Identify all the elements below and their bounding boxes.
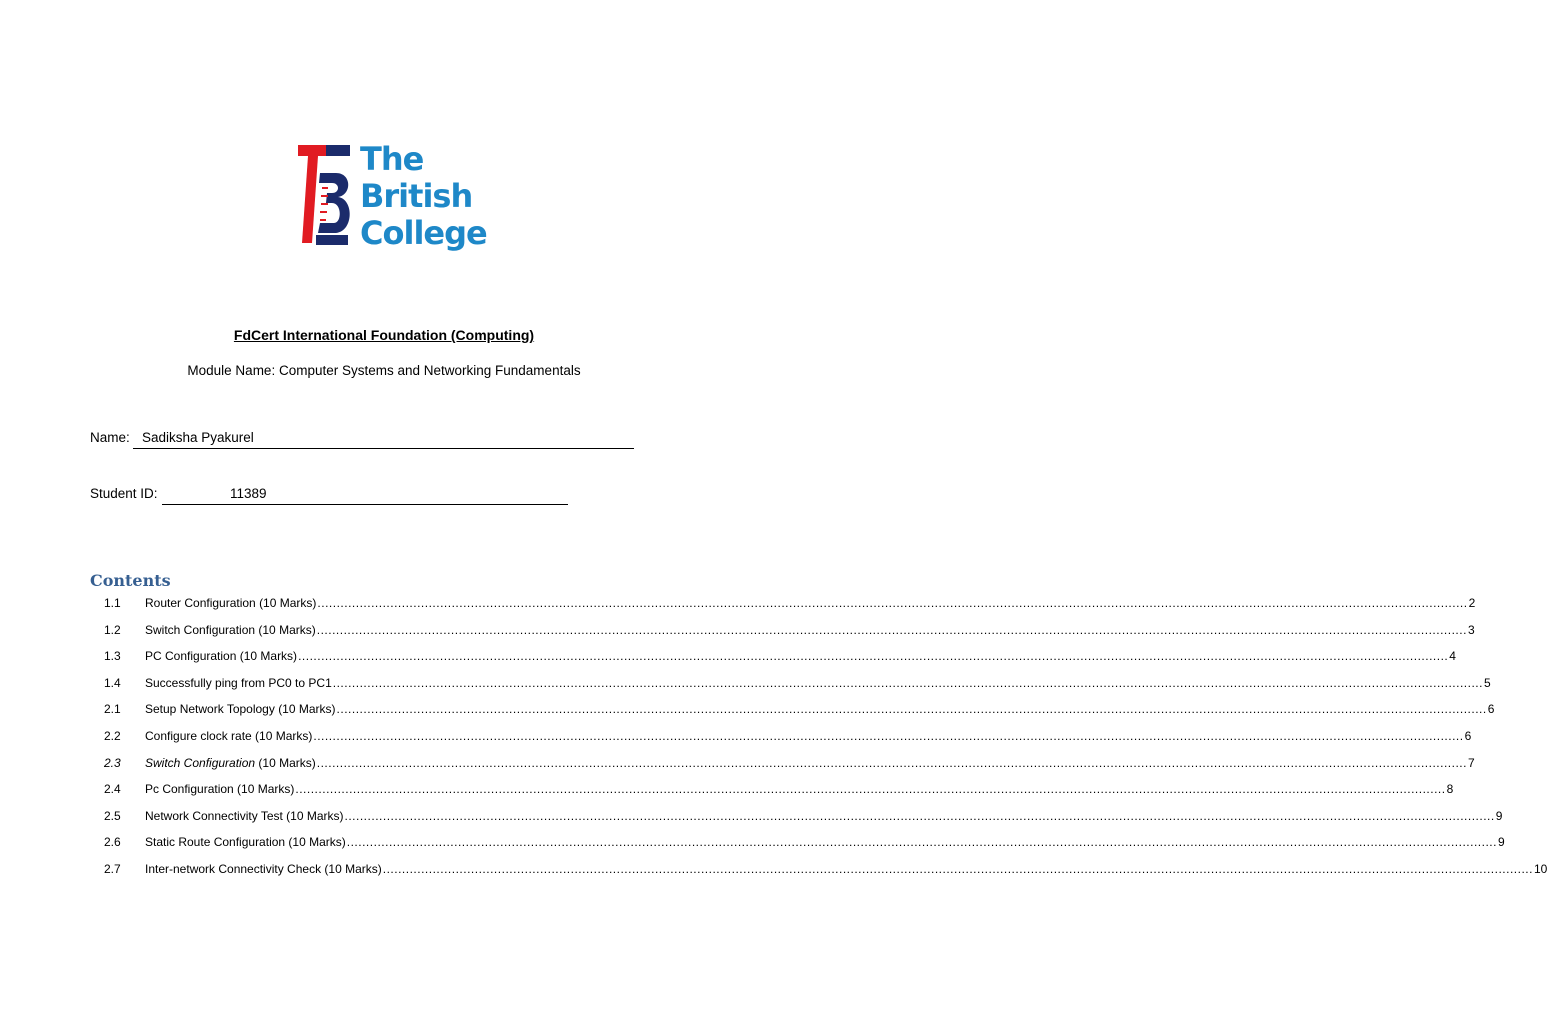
toc-leader-dots: ............................................................................................................................................................................................................................................................................................................	[382, 861, 1533, 876]
toc-entry-label	[145, 729, 312, 743]
toc-entry-number: 1.1	[104, 596, 121, 610]
logo-red-t-bar	[298, 145, 326, 156]
toc-entry-label-text: PC Configuration (10 Marks)	[145, 649, 298, 664]
toc-entry[interactable]	[104, 782, 1454, 809]
toc-entry-page: 8	[1446, 782, 1454, 797]
name-value: Sadiksha Pyakurel	[142, 430, 254, 445]
student-id-field	[90, 486, 267, 501]
toc-entry-page: 2	[1468, 596, 1476, 610]
toc-entry-label-text: Pc Configuration (10 Marks)	[145, 782, 295, 797]
toc-entry[interactable]	[104, 596, 1476, 623]
toc-entry-label	[145, 702, 336, 716]
toc-entry-label-text: Successfully ping from PC0 to PC1	[145, 675, 332, 690]
toc-entry-page: 9	[1495, 808, 1503, 823]
toc-entry-label	[145, 835, 346, 849]
toc-entry-label	[145, 623, 316, 637]
toc-entry-label	[145, 649, 297, 663]
toc-entry-page: 9	[1497, 835, 1505, 850]
toc-entry-label	[145, 809, 344, 823]
toc-entry-page: 7	[1467, 755, 1475, 770]
toc-entry[interactable]	[104, 728, 1472, 756]
student-id-value: 11389	[230, 486, 267, 501]
contents-heading: Contents	[90, 571, 171, 590]
toc-leader-dots: ............................................................................................................................................................................................................................................................................................................	[317, 596, 1468, 610]
toc-entry-label-text: Configure clock rate (10 Marks)	[145, 728, 313, 743]
logo-word-british: British	[360, 177, 473, 215]
toc-leader-dots: ............................................................................................................................................................................................................................................................................................................	[298, 649, 1449, 664]
logo-navy-base	[316, 235, 348, 245]
toc-entry[interactable]	[104, 755, 1475, 783]
document-title: FdCert International Foundation (Computing)	[233, 327, 535, 343]
toc-entry-number: 2.4	[104, 782, 121, 797]
logo-red-ticks	[320, 187, 328, 221]
toc-entry-label-text: Setup Network Topology (10 Marks)	[145, 702, 336, 717]
toc-entry[interactable]	[104, 702, 1495, 729]
toc-entry-number: 2.2	[104, 728, 121, 743]
toc-entry-page: 6	[1464, 728, 1472, 743]
toc-entry-label-text: Switch Configuration (10 Marks)	[145, 622, 316, 637]
toc-entry-label-text: Static Route Configuration (10 Marks)	[145, 835, 346, 850]
toc-entry-number: 2.6	[104, 835, 121, 850]
toc-entry[interactable]	[104, 808, 1503, 836]
toc-entry-label-text: Inter-network Connectivity Check (10 Marks)	[145, 861, 382, 876]
toc-entry-label	[145, 676, 332, 690]
toc-leader-dots: ............................................................................................................................................................................................................................................................................................................	[344, 808, 1495, 823]
toc-entry-page: 5	[1483, 675, 1491, 690]
toc-entry[interactable]	[104, 861, 1547, 889]
toc-entry-number: 2.5	[104, 808, 121, 823]
toc-leader-dots: ............................................................................................................................................................................................................................................................................................................	[332, 675, 1483, 690]
toc-leader-dots: ............................................................................................................................................................................................................................................................................................................	[346, 835, 1497, 850]
toc-entry-label-text: Network Connectivity Test (10 Marks)	[145, 808, 344, 823]
logo-wordmark	[360, 141, 487, 252]
toc-entry[interactable]	[104, 622, 1475, 650]
student-id-label: Student ID:	[90, 486, 158, 501]
toc-entry[interactable]	[104, 835, 1505, 862]
toc-entry-label	[145, 862, 382, 876]
logo-navy-t-bar	[326, 145, 350, 156]
toc-leader-dots: ............................................................................................................................................................................................................................................................................................................	[336, 702, 1487, 717]
toc-entry-label	[145, 782, 294, 796]
toc-entry-page: 6	[1487, 702, 1495, 717]
name-field	[90, 430, 254, 445]
toc-entry-label-suffix: (10 Marks)	[255, 755, 316, 770]
toc-entry-number: 1.4	[104, 675, 121, 690]
toc-entry-label	[145, 596, 316, 610]
toc-entry[interactable]	[104, 675, 1491, 703]
toc-entry-number: 2.3	[104, 755, 121, 770]
college-logo	[296, 140, 496, 253]
logo-word-the: The	[360, 140, 424, 178]
toc-leader-dots: ............................................................................................................................................................................................................................................................................................................	[316, 755, 1467, 770]
name-label: Name:	[90, 430, 130, 445]
toc-entry-page: 3	[1467, 622, 1475, 637]
toc-entry-number: 2.1	[104, 702, 121, 717]
toc-entry-number: 1.3	[104, 649, 121, 664]
toc-entry-label	[145, 756, 316, 770]
toc-entry-page: 10	[1533, 861, 1547, 876]
toc-leader-dots: ............................................................................................................................................................................................................................................................................................................	[295, 782, 1446, 797]
logo-red-t-stem	[302, 156, 318, 243]
student-id-underline	[162, 486, 568, 505]
toc-entry-number: 1.2	[104, 622, 121, 637]
toc-leader-dots: ............................................................................................................................................................................................................................................................................................................	[316, 622, 1467, 637]
toc-entry-page: 4	[1449, 649, 1456, 664]
toc-entry-label-text: Switch Configuration	[145, 755, 256, 770]
module-name: Module Name: Computer Systems and Networking Fundamentals	[187, 363, 581, 378]
british-college-emblem-icon	[296, 143, 352, 247]
toc-entry[interactable]	[104, 649, 1456, 676]
toc-entry-number: 2.7	[104, 861, 121, 876]
logo-word-college: College	[360, 214, 487, 252]
toc-leader-dots: ............................................................................................................................................................................................................................................................................................................	[313, 728, 1464, 743]
table-of-contents	[104, 596, 1547, 889]
toc-entry-label-text: Router Configuration (10 Marks)	[145, 596, 317, 610]
